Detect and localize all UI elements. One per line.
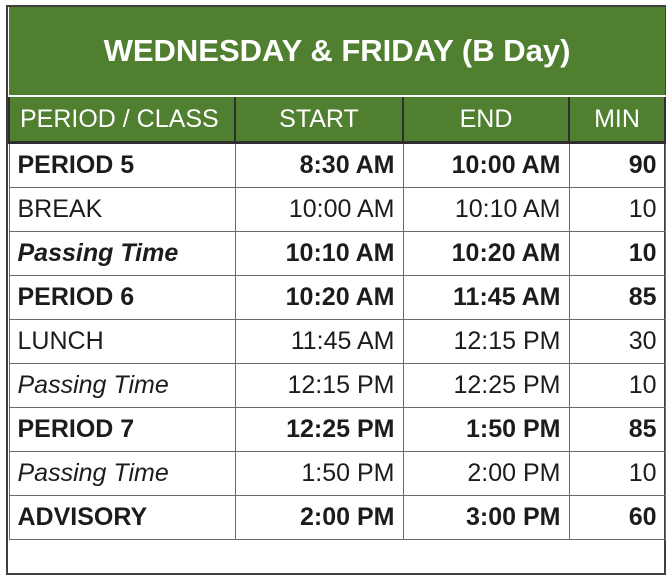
cell-end: 3:00 PM xyxy=(403,496,569,540)
column-header-period: PERIOD / CLASS xyxy=(9,96,235,143)
table-row xyxy=(9,188,665,232)
cell-end: 12:15 PM xyxy=(403,320,569,364)
cell-min: 60 xyxy=(569,496,665,540)
cell-end: 1:50 PM xyxy=(403,408,569,452)
table-row xyxy=(9,143,665,188)
cell-min: 85 xyxy=(569,408,665,452)
cell-end: 10:00 AM xyxy=(403,143,569,188)
cell-class: BREAK xyxy=(9,188,235,232)
table-row xyxy=(9,320,665,364)
schedule-table xyxy=(8,7,666,540)
table-row xyxy=(9,452,665,496)
cell-end: 12:25 PM xyxy=(403,364,569,408)
cell-start: 10:20 AM xyxy=(235,276,403,320)
table-row xyxy=(9,276,665,320)
cell-min: 10 xyxy=(569,364,665,408)
cell-start: 1:50 PM xyxy=(235,452,403,496)
title-row xyxy=(9,7,665,96)
cell-start: 2:00 PM xyxy=(235,496,403,540)
cell-start: 11:45 AM xyxy=(235,320,403,364)
cell-start: 10:00 AM xyxy=(235,188,403,232)
cell-min: 85 xyxy=(569,276,665,320)
table-row xyxy=(9,496,665,540)
column-header-end: END xyxy=(403,96,569,143)
cell-min: 90 xyxy=(569,143,665,188)
cell-class: Passing Time xyxy=(9,364,235,408)
cell-class: Passing Time xyxy=(9,232,235,276)
cell-start: 12:15 PM xyxy=(235,364,403,408)
cell-class: ADVISORY xyxy=(9,496,235,540)
column-header-start: START xyxy=(235,96,403,143)
cell-class: PERIOD 5 xyxy=(9,143,235,188)
table-row xyxy=(9,232,665,276)
cell-end: 10:20 AM xyxy=(403,232,569,276)
column-header-min: MIN xyxy=(569,96,665,143)
cell-end: 10:10 AM xyxy=(403,188,569,232)
cell-class: LUNCH xyxy=(9,320,235,364)
header-row xyxy=(9,96,665,143)
cell-start: 8:30 AM xyxy=(235,143,403,188)
cell-min: 30 xyxy=(569,320,665,364)
cell-end: 11:45 AM xyxy=(403,276,569,320)
schedule-title: WEDNESDAY & FRIDAY (B Day) xyxy=(9,7,665,96)
table-row xyxy=(9,408,665,452)
cell-start: 10:10 AM xyxy=(235,232,403,276)
cell-min: 10 xyxy=(569,188,665,232)
cell-class: PERIOD 6 xyxy=(9,276,235,320)
cell-class: Passing Time xyxy=(9,452,235,496)
schedule-card xyxy=(6,5,666,575)
cell-class: PERIOD 7 xyxy=(9,408,235,452)
cell-start: 12:25 PM xyxy=(235,408,403,452)
table-row xyxy=(9,364,665,408)
cell-min: 10 xyxy=(569,232,665,276)
cell-end: 2:00 PM xyxy=(403,452,569,496)
cell-min: 10 xyxy=(569,452,665,496)
